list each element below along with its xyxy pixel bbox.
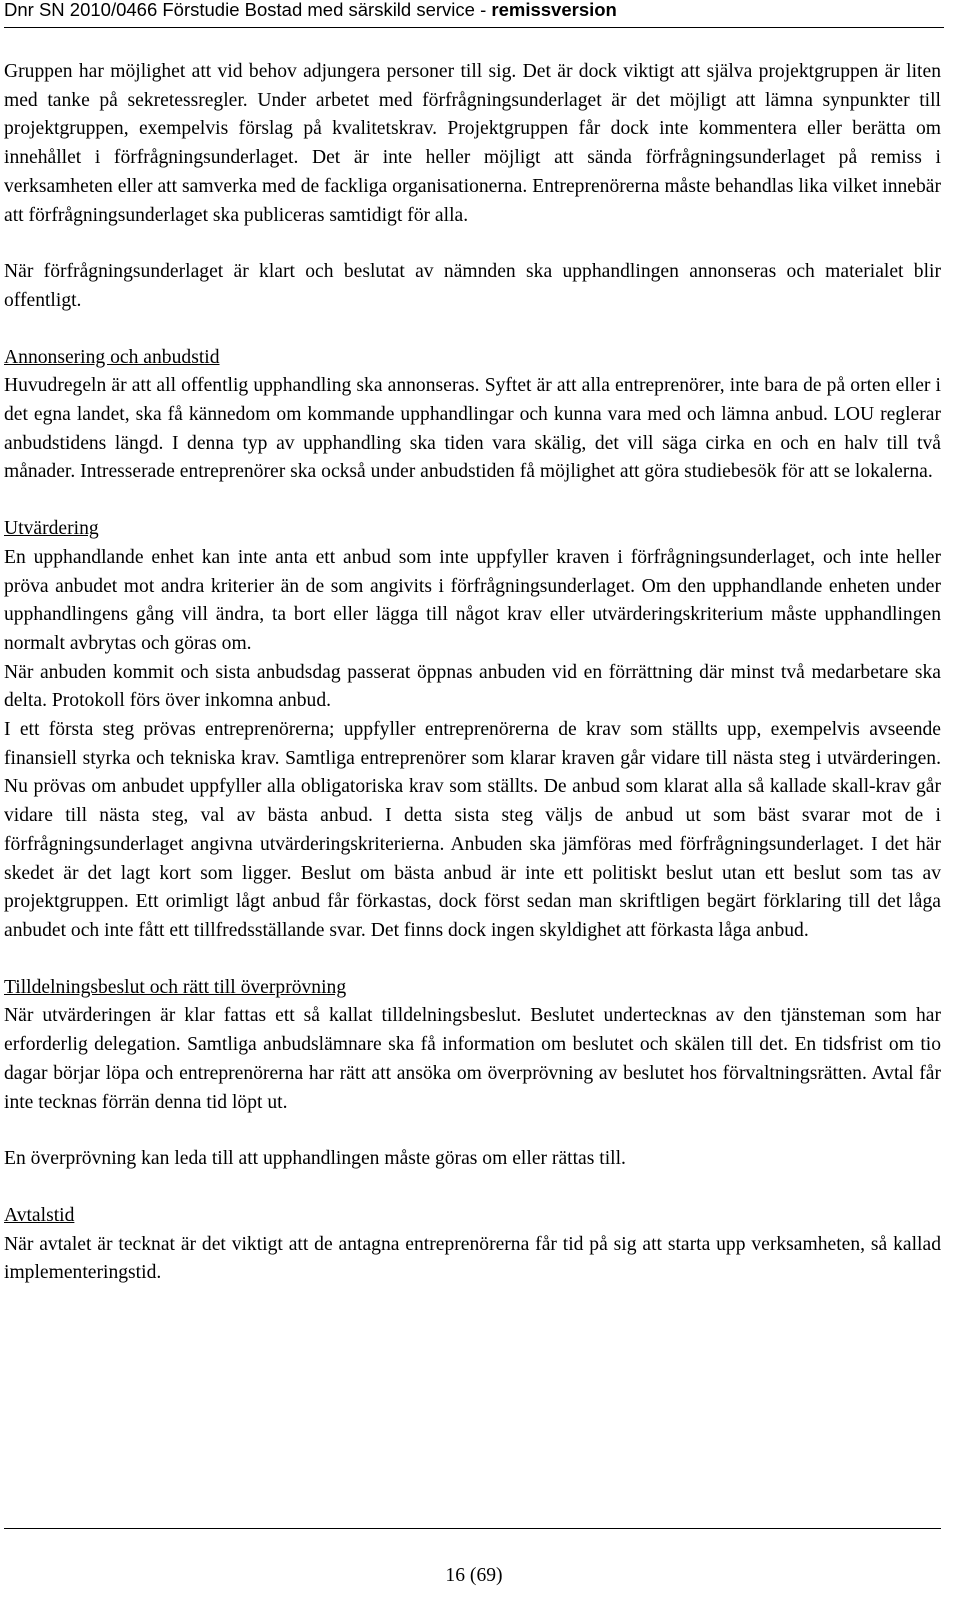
paragraph-annonsering: Huvudregeln är att all offentlig upphandling ska annonseras. Syftet är att alla entreprenörer, inte bara de på orten eller i det egna landet, ska få kännedom om kommande upphandlingar och kunna vara med och lämna anbud. LOU reglerar anbudstidens längd. I denna typ av upphandling ska tiden vara skälig, det vill säga cirka en och en halv till två månader. Intresserade entreprenörer ska också under anbudstiden få möjlighet att göra studiebesök för att se lokalerna. [4, 375, 941, 483]
heading-tilldelning: Tilldelningsbeslut och rätt till överprövning [4, 976, 347, 998]
paragraph-anbudsoppning: När anbuden kommit och sista anbudsdag passerat öppnas anbuden vid en förrättning där minst två medarbetare ska delta. Protokoll förs över inkomna anbud. [4, 661, 941, 712]
page-number: 16 (69) [445, 1565, 503, 1586]
paragraph-tilldelning: När utvärderingen är klar fattas ett så kallat tilldelningsbeslut. Beslutet undertecknas av den tjänsteman som har erforderlig delegation. Samtliga anbudslämnare ska få information om beslutet och skälen till det. En tidsfrist om tio dagar börjar löpa och entreprenörerna har rätt att ansöka om överprövning av beslutet hos förvaltningsrätten. Avtal får inte tecknas förrän denna tid löpt ut. [4, 1005, 941, 1113]
heading-avtalstid: Avtalstid [4, 1204, 75, 1226]
document-header [4, 0, 944, 20]
header-version: remissversion [491, 0, 617, 20]
paragraph-utvardering-steg: I ett första steg prövas entreprenörerna; uppfyller entreprenörerna de krav som ställts upp, exempelvis avseende finansiell styrka och tekniska krav. Samtliga entreprenörer som klarar kraven går vidare till nästa steg i utvärderingen. Nu prövas om anbudet uppfyller alla obligatoriska krav som ställts. De anbud som klarat alla så kallade skall-krav går vidare till nästa steg, val av bästa anbud. I detta sista steg väljs de anbud ut som bäst svarar mot de i förfrågningsunderlaget angivna utvärderingskriterierna. Anbuden ska jämföras med förfrågningsunderlaget. I det här skedet är det lagt kort som ligger. Beslut om bästa anbud är inte ett politiskt beslut utan ett beslut som tas av projektgruppen. Ett orimligt lågt anbud får förkastas, dock först sedan man skriftligen begärt förklaring till det låga anbudet och inte fått ett tillfredsställande svar. Det finns dock ingen skyldighet att förkasta låga anbud. [4, 719, 941, 941]
header-divider [4, 27, 944, 28]
paragraph-utvardering-krav: En upphandlande enhet kan inte anta ett anbud som inte uppfyller kraven i förfrågningsunderlaget, och inte heller pröva anbudet mot andra kriterier än de som angivits i förfrågningsunderlaget. Om den upphandlande enheten under upphandlingens gång vill ändra, ta bort eller lägga till något krav eller utvärderingskriterium måste upphandlingen normalt avbrytas och göras om. [4, 546, 941, 654]
paragraph-projektgrupp: Gruppen har möjlighet att vid behov adjungera personer till sig. Det är dock viktigt att själva projektgruppen är liten med tanke på sekretessregler. Under arbetet med förfrågningsunderlaget är det möjligt att lämna synpunkter till projektgruppen, exempelvis förslag på kvalitetskrav. Projektgruppen får dock inte kommentera eller berätta om innehållet i förfrågningsunderlaget. Det är inte heller möjligt att sända förfrågningsunderlaget på remiss i verksamheten eller att samverka med de fackliga organisationerna. Entreprenörerna måste behandlas lika vilket innebär att förfrågningsunderlaget ska publiceras samtidigt för alla. [4, 61, 941, 226]
footer-divider [4, 1528, 941, 1529]
heading-utvardering: Utvärdering [4, 518, 99, 540]
paragraph-overprovning: En överprövning kan leda till att upphandlingen måste göras om eller rättas till. [4, 1148, 626, 1170]
document-body [4, 58, 941, 1288]
paragraph-annonseras: När förfrågningsunderlaget är klart och beslutat av nämnden ska upphandlingen annonseras och materialet blir offentligt. [4, 261, 941, 311]
header-title: Dnr SN 2010/0466 Förstudie Bostad med särskild service - [4, 0, 492, 20]
heading-annonsering: Annonsering och anbudstid [4, 346, 220, 368]
paragraph-avtalstid: När avtalet är tecknat är det viktigt att de antagna entreprenörerna får tid på sig att starta upp verksamheten, så kallad implementeringstid. [4, 1233, 941, 1284]
